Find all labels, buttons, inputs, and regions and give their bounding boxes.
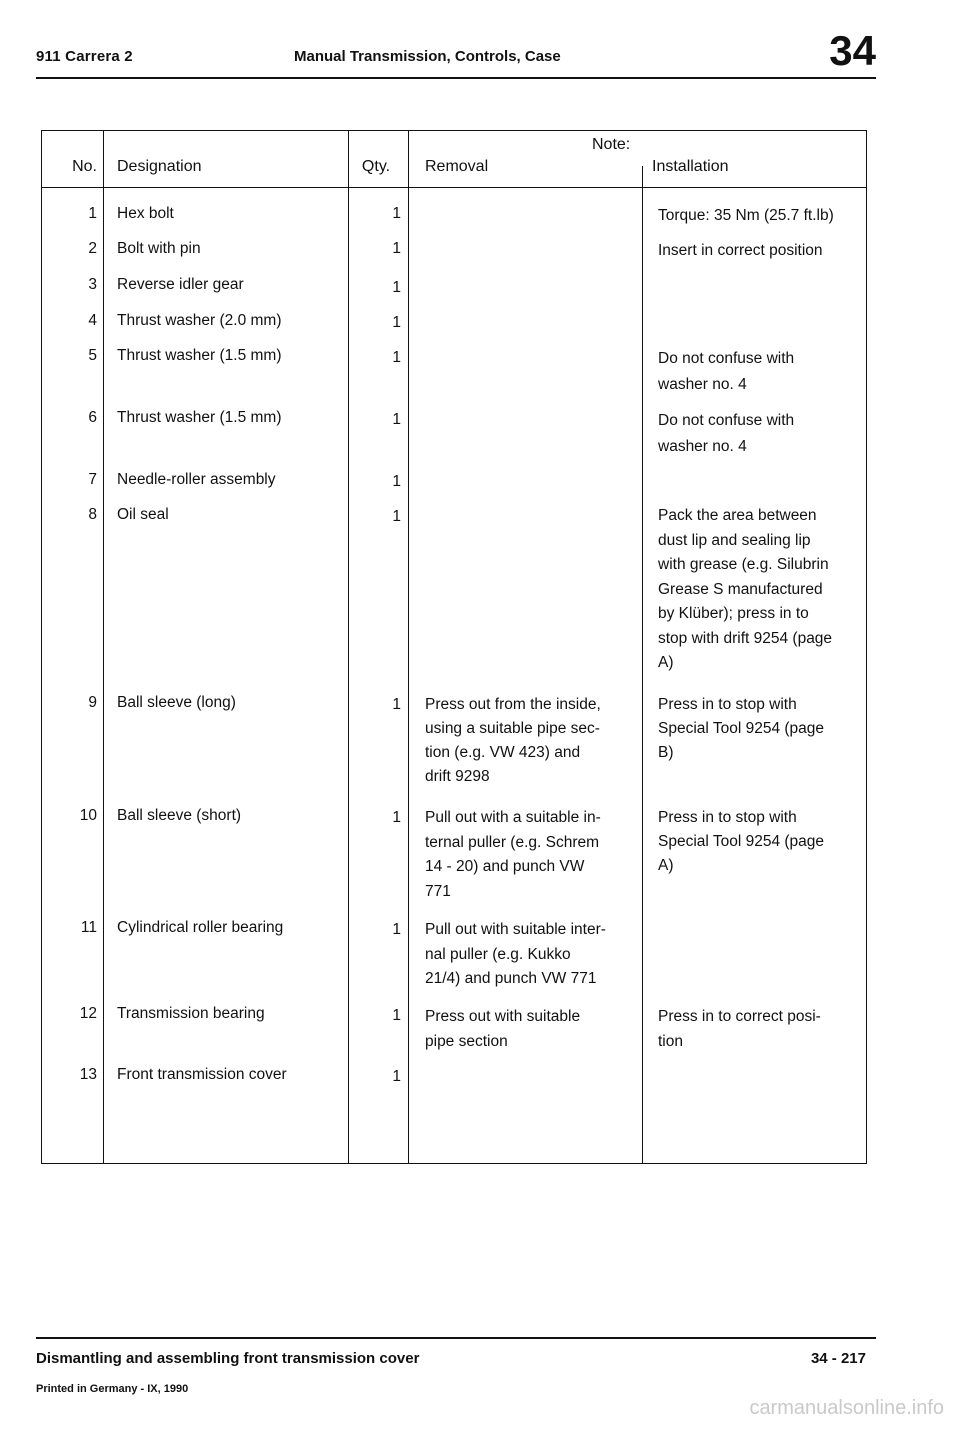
section-title: Manual Transmission, Controls, Case (294, 48, 561, 65)
row-10-no: 10 (79, 807, 97, 824)
row-8-no: 8 (88, 506, 97, 523)
row-9-designation: Ball sleeve (long) (117, 694, 236, 711)
page-header (36, 27, 876, 80)
row-4-designation: Thrust washer (2.0 mm) (117, 312, 282, 329)
row-10-installation: Press in to stop with Special Tool 9254 (page A) (658, 809, 825, 874)
row-10-designation: Ball sleeve (short) (117, 807, 242, 824)
row-7-designation: Needle-roller assembly (117, 471, 276, 488)
row-9-no: 9 (88, 694, 97, 711)
row-1-installation: Torque: 35 Nm (25.7 ft.lb) (658, 207, 834, 224)
row-1-designation: Hex bolt (117, 205, 174, 222)
row-12-qty: 1 (392, 1007, 401, 1024)
row-12-removal: Press out with suitable pipe section (425, 1008, 581, 1050)
row-5-no: 5 (88, 347, 97, 364)
header-designation: Designation (117, 158, 202, 175)
row-4-no: 4 (88, 312, 97, 329)
chapter-number: 34 (829, 27, 876, 74)
row-8-installation: Pack the area between dust lip and sealing lip with grease (e.g. Silubrin Grease S manufactured by Klüber); press in to stop with drift 9254 (page A) (658, 507, 833, 671)
row-8-designation: Oil seal (117, 506, 169, 523)
row-5-installation: Do not confuse with washer no. 4 (658, 350, 795, 393)
header-rule (36, 77, 876, 79)
row-9-installation: Press in to stop with Special Tool 9254 (page B) (658, 696, 825, 761)
row-9-removal: Press out from the inside, using a suitable pipe sec- tion (e.g. VW 423) and drift 9298 (425, 696, 601, 785)
header-removal: Removal (425, 158, 489, 175)
model-name: 911 Carrera 2 (36, 48, 133, 65)
row-5-designation: Thrust washer (1.5 mm) (117, 347, 282, 364)
page-number: 34 - 217 (810, 1350, 866, 1367)
row-13-no: 13 (79, 1066, 97, 1083)
footer-rule (36, 1337, 876, 1339)
header-note: Note: (592, 136, 631, 153)
row-6-designation: Thrust washer (1.5 mm) (117, 409, 282, 426)
row-11-designation: Cylindrical roller bearing (117, 919, 284, 936)
row-7-qty: 1 (392, 473, 401, 490)
row-7-no: 7 (88, 471, 97, 488)
row-11-qty: 1 (392, 921, 401, 938)
row-12-installation: Press in to correct posi- tion (658, 1008, 821, 1050)
header-no: No. (72, 158, 97, 175)
parts-table (41, 130, 867, 1164)
row-3-designation: Reverse idler gear (117, 276, 244, 293)
col-divider-designation (348, 131, 349, 1163)
row-2-installation: Insert in correct position (658, 242, 823, 259)
row-12-no: 12 (79, 1005, 97, 1022)
col-divider-no (103, 131, 104, 1163)
row-2-qty: 1 (392, 240, 401, 257)
row-12-designation: Transmission bearing (117, 1005, 265, 1022)
header-installation: Installation (652, 158, 729, 175)
row-1-qty: 1 (392, 205, 401, 222)
row-10-qty: 1 (392, 809, 401, 826)
row-13-qty: 1 (392, 1068, 401, 1085)
row-1-no: 1 (88, 205, 97, 222)
print-info: Printed in Germany - IX, 1990 (36, 1383, 189, 1395)
row-11-removal: Pull out with suitable inter- nal puller (e.g. Kukko 21/4) and punch VW 771 (425, 921, 606, 987)
row-6-qty: 1 (392, 411, 401, 428)
row-4-qty: 1 (392, 314, 401, 331)
row-9-qty: 1 (392, 696, 401, 713)
row-2-designation: Bolt with pin (117, 240, 201, 257)
footer-title: Dismantling and assembling front transmission cover (36, 1350, 420, 1367)
row-6-installation: Do not confuse with washer no. 4 (658, 412, 795, 455)
row-11-no: 11 (80, 919, 97, 936)
header-divider (42, 187, 866, 188)
row-6-no: 6 (88, 409, 97, 426)
row-3-qty: 1 (392, 279, 401, 296)
row-2-no: 2 (88, 240, 97, 257)
watermark: carmanualsonline.info (749, 1397, 944, 1419)
row-5-qty: 1 (392, 349, 401, 366)
row-3-no: 3 (88, 276, 97, 293)
col-divider-qty (408, 131, 409, 1163)
row-8-qty: 1 (392, 508, 401, 525)
header-qty: Qty. (361, 158, 391, 175)
row-10-removal: Pull out with a suitable in- ternal puller (e.g. Schrem 14 - 20) and punch VW 771 (425, 809, 601, 900)
row-13-designation: Front transmission cover (117, 1066, 287, 1083)
